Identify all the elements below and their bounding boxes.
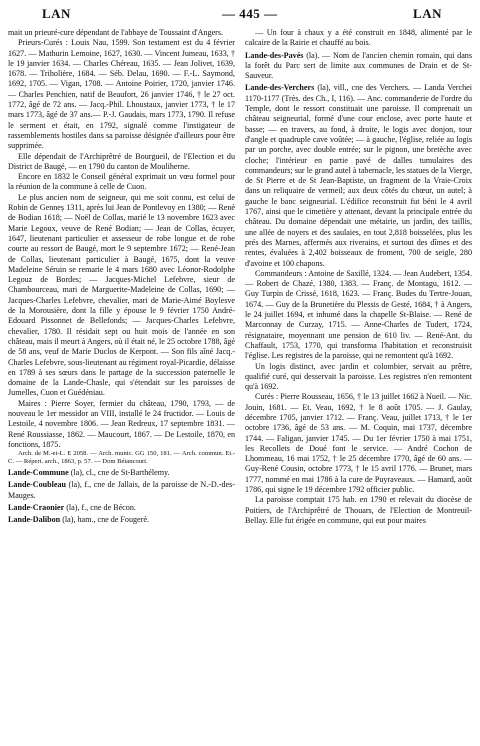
dictionary-entry xyxy=(8,503,235,513)
paragraph: Maires : Pierre Soyer, fermier du château, 1790, 1793, — de nouveau le 1er messidor an VIII, installé le 24 fructidor. — Louis de Lestoile, 4 novembre 1806. — Jean Redreux, 17 septembre 1831. — René Roussiasse, 1862. — Maucourt, 1867. — De Lestoile, 1870, en fonctions, 1875. xyxy=(8,398,235,449)
paragraph: Elle dépendait de l'Archiprêtré de Bourgueil, de l'Election et du District de Baugé, — en 1790 du canton de Mouliherne. xyxy=(8,151,235,171)
dictionary-entry xyxy=(8,480,235,501)
entry-text: (la), f., cne de Bécon. xyxy=(64,503,136,513)
paragraph: La paroisse comptait 175 hab. en 1790 et relevait du diocèse de Poitiers, de l'Archiprêtré de Thouars, de l'Election de Montreuil-Bellay. Elle fut érigée en commune, qui eut pour maires xyxy=(245,495,472,525)
paragraph: Le plus ancien nom de seigneur, qui me soit connu, est celui de Robin de Genneș 1311, après lui Jean de Pontlevoy en 1380; — René de Bodian 1618; — Noël de Collas, marié le 13 novembre 1623 avec Marie Legoux, veuve de René Bodian; — Jean de Collas, écuyer, 1647, lieutenant particulier et assesseur de robe longue et de robe courte au ressort de Baugé, mort le 9 septembre 1672; — René-Jean de Collas, lieutenant particulier à Baugé, 1675, dont la veuve Madeleine Séruin se remarie le 4 mars 1680 avec Léonor-Rodolphe Legouz de Bordes; — Jacques-Michel Lefebvre, sieur de Chambourceau, mari de Marguerite-Madeleine de Collas, 1690; — Jacques-Charles Lefebvre, chevalier, mari de Marie-Aimé Boylesve de la Morousière, dont la fille y épouse le 9 février 1750 André-Edouard Pissonnet de Bellefonds; — Jacques-Charles Lefebvre, chevalier, 1780. Il résidait sept ou huit mois de l'année en son château, mais il meurt à Angers, où il était né, le 25 octobre 1788, âgé de 58 ans, veuf de Marie Duclos de Kerpont. — Son fils aîné Jacq.-Charles Lefebvre, sous-lieutenant au régiment royal-Picardie, délaisse en 1789 à ses sœurs dans le partage de la succession paternelle le domaine de la Lande-Chasle, qui s'étendait sur les paroisses de Jumelles, Cuon et Guédéniau. xyxy=(8,192,235,398)
dictionary-entry xyxy=(245,51,472,82)
paragraph: Encore en 1832 le Conseil général exprimait un vœu formel pour la réunion de la commune à celle de Cuon. xyxy=(8,172,235,192)
paragraph: mait un prieuré-cure dépendant de l'abbaye de Toussaint d'Angers. xyxy=(8,28,224,37)
source-note: Arch. de M.-et-L. E 2058. — Arch. munic. GG 150, 181. — Arch. commun. Et.-C. — Répert. arch., 1863, p. 57. — Dom Bétancourt. xyxy=(8,450,235,466)
dictionary-entry xyxy=(8,468,235,478)
dictionary-entry xyxy=(8,515,235,525)
text-columns xyxy=(8,28,472,742)
page-header xyxy=(10,6,470,24)
entry-text: (la), vill., cne des Verchers. — Landa Verchei 1170-1177 (Très. des Ch., I, 116). — Anc. commanderie de l'ordre du Temple, dont le ressort constituait une paroisse. Il comprenait un château seigneurial, formé d'une cour enclose, avec porte haute et basse; — en travers, au fond, à droite, le logis avec donjon, tour d'angle et quadruple cave voûtée; — à gauche, l'église, reliée au logis par un porche, avec double entrée; sur le pignon, une bretèche avec cloche; l'intérieur en partie pavé de dalles tumulaires des commandeurs; sur le grand autel à tabernacle, les statues de la Vierge, de St Pierre et de St Jean-Baptiste, un fragment de la Vraie-Croix dans un reliquaire de vermeil; aux deux côtés du chœur, un autel; à gauche le banc seigneurial. L'édifice reconstruit fut béni le 4 avril 1767, ainsi que le cimetière y attenant, devant la principale entrée du château. Du domaine dépendait une métairie, un jardin, des taillis, une allée de noyers et des saulaies, en tout 2,818 boisselées, plus les prés des Marnes, affermés aux riverains, et surtout des dîmes et des rentes, évaluées à 2,402 boisseaux de froment, 700 de seigle, 280 d'avoine et 100 chapons. xyxy=(245,83,472,268)
entry-name: Lande-Coubleau xyxy=(8,480,67,490)
paragraph: Un logis distinct, avec jardin et colombier, servait au prêtre, qualifié curé, qui desservait la paroisse. Les registres n'en remontent qu'à 1692. xyxy=(245,361,472,392)
entry-name: Lande-des-Verchers xyxy=(245,83,315,93)
entry-text: (la). — Nom de l'ancien chemin romain, qui dans la forêt du Parc sert de limite aux communes de Drain et de St-Sauveur. xyxy=(245,50,472,81)
right-column xyxy=(245,28,472,742)
entry-name: Lande-Dalibon xyxy=(8,515,61,525)
entry-text: (la), ham., cne de Fougeré. xyxy=(60,515,149,525)
entry-name: Lande-Commune xyxy=(8,468,69,478)
paragraph: Prieurs-Curés : Louis Nau, 1599. Son testament est du 4 février 1627. — Mathurin Lemoine, 1627, 1630. — Vincent Jumeau, 1633, † le 19 janvier 1634. — Charles Chéreau, 1635. — Jean Jolivet, 1639, 1678. — Triholière, 1684. — Séb. Delau, 1690. — F.-L. Saymond, 1692, 1705. — Vigan, 1708. — Antoine Poirier, 1720, janvier 1746. — Charles Penchien, natif de Beaufort, 26 janvier 1746, † le 27 oct. 1772, âgé de 72 ans. — Jacq.-Phil. Lhoustaux, janvier 1773, † le 17 mars 1773, âgé de 37 ans.— P.-J. Gaudais, mars 1773, 1790. Il refuse le serment et était, en 1792, signalé comme l'instigateur de rassemblements hostiles dans sa paroisse désignée d'ailleurs pour être supprimée. xyxy=(8,38,235,151)
entry-name: Lande-Craonier xyxy=(8,503,65,513)
header-left: LAN xyxy=(42,6,71,21)
paragraph: Curés : Pierre Rousseau, 1656, † le 13 juillet 1662 à Nueil. — Nic. Jouin, 1681. — Et. Veau, 1692, † le 8 août 1705. — J. Gaulay, décembre 1705, janvier 1712. — Franç. Veau, juillet 1713, † le 1er octobre 1736, âgé de 53 ans. — M. Coquin, mai 1737, décembre 1744. — Faligan, janvier 1745. — Du 1er février 1750 à mai 1751, les Recollets de Doué font le service. — André Cochon de Lhommeau, 16 mai 1752, † le 25 décembre 1770, âgé de 60 ans. — Guy-René Cousin, octobre 1773, † le 15 avril 1776. — Brunet, mars 1777, nommé en mai 1786 à la cure de Puyraveaux. — Hamard, août 1786, qui signe le 19 décembre 1792 officier public. xyxy=(245,392,472,495)
paragraph: Commandeurs : Antoine de Saxillé, 1324. — Jean Audebert, 1354. — Robert de Chazé, 1380, 1383. — Franç. de Montagu, 1612. — Guy Turpin de Crissé, 1618, 1623. — Franç. Budes du Tertre-Jouan, 1674. — Guy de la Brunetière du Plessis de Gesté, 1684, † à Angers, le 24 juillet 1694, et inhumé dans la chapelle St-Blaise. — René de Marconnay de Curzay, 1715. — Anne-Charles de Tudert, 1724, résignataire, moyennant une pension de 610 liv. — René-Ant. du Chaffault, 1753, 1770, qui transforma l'habitation et reconstruisit l'église. Les registres de la paroisse, qui ne remontent qu'à 1692. xyxy=(245,268,472,361)
entry-name: Lande-des-Pavés xyxy=(245,50,304,60)
dictionary-entry xyxy=(245,83,472,268)
left-column xyxy=(8,28,235,742)
header-page-number: — 445 — xyxy=(222,6,278,21)
entry-text: (la), f., cne de Jallais, de la paroisse de N.-D.-des-Mauges. xyxy=(8,480,235,500)
header-right: LAN xyxy=(413,6,442,21)
entry-text: (la), cl., cne de St-Barthélemy. xyxy=(68,468,170,478)
paragraph: — Un four à chaux y a été construit en 1848, alimenté par le calcaire de la Rairie et chauffé au bois. xyxy=(245,28,472,48)
